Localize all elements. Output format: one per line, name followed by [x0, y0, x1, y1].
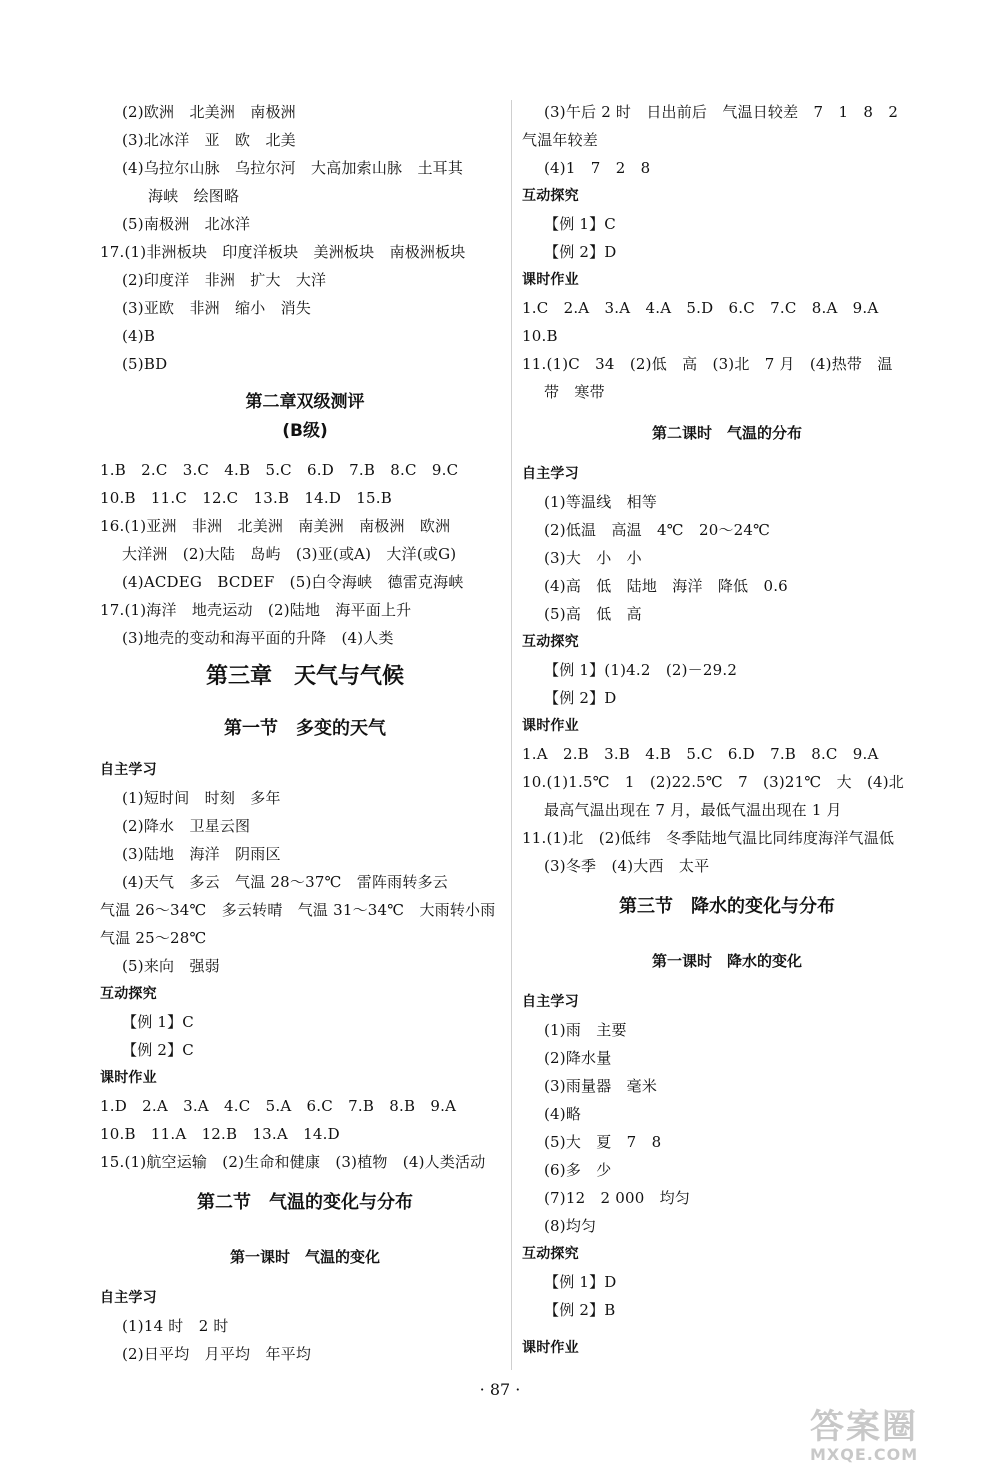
answer-line: 11.(1)北 (2)低纬 冬季陆地气温比同纬度海洋气温低: [522, 829, 895, 847]
subsection-label: 课时作业: [100, 1070, 157, 1086]
answer-line: (2)日平均 月平均 年平均: [122, 1345, 312, 1363]
answer-line: (5)高 低 高: [544, 605, 642, 623]
answer-line: 【例 2】C: [122, 1041, 194, 1059]
answer-line: 10.B: [522, 327, 558, 345]
subsection-label: 互动探究: [522, 1246, 579, 1262]
answer-line: 最高气温出现在 7 月，最低气温出现在 1 月: [544, 801, 842, 819]
answer-line: 1.C 2.A 3.A 4.A 5.D 6.C 7.C 8.A 9.A: [522, 299, 879, 317]
answer-line: (3)雨量器 毫米: [544, 1077, 658, 1095]
answer-line: (1)14 时 2 时: [122, 1317, 229, 1335]
answer-line: 气温 25～28℃: [100, 929, 207, 947]
watermark-cn: 答案圈: [810, 1407, 918, 1447]
answer-line: (2)印度洋 非洲 扩大 大洋: [122, 271, 327, 289]
answer-line: (3)陆地 海洋 阴雨区: [122, 845, 281, 863]
answer-line: 【例 2】D: [544, 243, 617, 261]
answer-line: 17.(1)海洋 地壳运动 (2)陆地 海平面上升: [100, 601, 412, 619]
answer-line: 海峡 绘图略: [148, 187, 240, 205]
answer-line: (4)B: [122, 327, 156, 345]
answer-line: 大洋洲 (2)大陆 岛屿 (3)亚(或A) 大洋(或G): [122, 545, 457, 563]
answer-line: 15.(1)航空运输 (2)生命和健康 (3)植物 (4)人类活动: [100, 1153, 486, 1171]
answer-line: (3)冬季 (4)大西 太平: [544, 857, 710, 875]
spacer: [100, 378, 510, 388]
answer-line: (3)北冰洋 亚 欧 北美: [122, 131, 296, 149]
answer-line: 11.(1)C 34 (2)低 高 (3)北 7 月 (4)热带 温: [522, 355, 893, 373]
answer-line: (3)大 小 小: [544, 549, 642, 567]
left-column: [100, 98, 510, 1368]
answer-line: (4)略: [544, 1105, 582, 1123]
answer-line: (1)等温线 相等: [544, 493, 658, 511]
answer-line: 10.B 11.C 12.C 13.B 14.D 15.B: [100, 489, 392, 507]
answer-line: (3)午后 2 时 日出前后 气温日较差 7 1 8 2: [544, 103, 899, 121]
subsection-label: 互动探究: [522, 634, 579, 650]
answer-line: (4)高 低 陆地 海洋 降低 0.6: [544, 577, 788, 595]
answer-line: (3)亚欧 非洲 缩小 消失: [122, 299, 312, 317]
watermark-en: MXQE.COM: [810, 1445, 919, 1464]
answer-line: (1)短时间 时刻 多年: [122, 789, 281, 807]
section-title: 第三节 降水的变化与分布: [619, 896, 835, 917]
spacer: [522, 1324, 932, 1334]
answer-line: (2)低温 高温 4℃ 20～24℃: [544, 521, 771, 539]
answer-line: 1.B 2.C 3.C 4.B 5.C 6.D 7.B 8.C 9.C: [100, 461, 459, 479]
answer-line: 1.A 2.B 3.B 4.B 5.C 6.D 7.B 8.C 9.A: [522, 745, 879, 763]
section-title: 第二节 气温的变化与分布: [197, 1192, 413, 1213]
answer-line: (4)天气 多云 气温 28～37℃ 雷阵雨转多云: [122, 873, 448, 891]
answer-line: 【例 1】D: [544, 1273, 617, 1291]
lesson-title: 第一课时 气温的变化: [229, 1248, 380, 1266]
subsection-label: 自主学习: [100, 762, 157, 778]
watermark-logo: [810, 1408, 980, 1468]
subsection-label: 自主学习: [522, 466, 579, 482]
subsection-label: 互动探究: [100, 986, 157, 1002]
answer-line: 【例 1】(1)4.2 (2)－29.2: [544, 661, 738, 679]
answer-line: 10.B 11.A 12.B 13.A 14.D: [100, 1125, 340, 1143]
answer-line: (2)降水 卫星云图: [122, 817, 251, 835]
answer-line: 【例 2】D: [544, 689, 617, 707]
page-number: · 87 ·: [479, 1380, 521, 1399]
answer-line: (3)地壳的变动和海平面的升降 (4)人类: [122, 629, 394, 647]
subsection-label: 课时作业: [522, 272, 579, 288]
answer-line: (6)多 少: [544, 1161, 612, 1179]
answer-line: 【例 2】B: [544, 1301, 616, 1319]
answer-line: (1)雨 主要: [544, 1021, 627, 1039]
answer-line: (4)乌拉尔山脉 乌拉尔河 大高加索山脉 土耳其: [122, 159, 464, 177]
answer-line: (2)降水量: [544, 1049, 612, 1067]
right-column: [522, 98, 932, 1362]
answer-line: 气温 26～34℃ 多云转晴 气温 31～34℃ 大雨转小雨: [100, 901, 496, 919]
subsection-label: 互动探究: [522, 188, 579, 204]
answer-line: (4)1 7 2 8: [544, 159, 651, 177]
subsection-label: 自主学习: [100, 1290, 157, 1306]
lesson-title: 第二课时 气温的分布: [651, 424, 802, 442]
answer-line: (5)BD: [122, 355, 168, 373]
column-divider: [511, 100, 512, 1370]
subsection-label: 自主学习: [522, 994, 579, 1010]
subsection-label: 课时作业: [522, 1340, 579, 1356]
answer-line: 【例 1】C: [544, 215, 616, 233]
subsection-label: 课时作业: [522, 718, 579, 734]
answer-line: (8)均匀: [544, 1217, 597, 1235]
answer-line: (2)欧洲 北美洲 南极洲: [122, 103, 296, 121]
lesson-title: 第一课时 降水的变化: [651, 952, 802, 970]
spacer: [100, 446, 510, 456]
answer-line: (5)大 夏 7 8: [544, 1133, 662, 1151]
answer-line: 10.(1)1.5℃ 1 (2)22.5℃ 7 (3)21℃ 大 (4)北: [522, 773, 905, 791]
answer-line: 【例 1】C: [122, 1013, 194, 1031]
chapter-title: 第三章 天气与气候: [205, 664, 404, 689]
test-title: 第二章双级测评: [245, 392, 365, 412]
answer-line: 17.(1)非洲板块 印度洋板块 美洲板块 南极洲板块: [100, 243, 466, 261]
answer-line: (5)来向 强弱: [122, 957, 220, 975]
answer-line: 气温年较差: [522, 131, 599, 149]
answer-line: (4)ACDEG BCDEF (5)白令海峡 德雷克海峡: [122, 573, 464, 591]
answer-line: 带 寒带: [544, 383, 605, 401]
answer-line: 1.D 2.A 3.A 4.C 5.A 6.C 7.B 8.B 9.A: [100, 1097, 457, 1115]
answer-line: 16.(1)亚洲 非洲 北美洲 南美洲 南极洲 欧洲: [100, 517, 451, 535]
answer-line: (5)南极洲 北冰洋: [122, 215, 251, 233]
section-title: 第一节 多变的天气: [224, 718, 386, 739]
answer-line: (7)12 2 000 均匀: [544, 1189, 691, 1207]
test-title: (B级): [282, 421, 328, 441]
